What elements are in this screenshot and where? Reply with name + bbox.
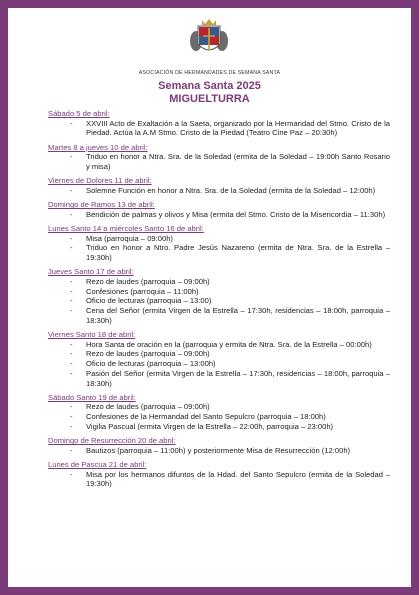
list-item: - Cena del Señor (ermita Virgen de la Estrella – 17:30h, residencias – 18:00h, parroquia – 18:30h) <box>48 306 390 325</box>
schedule-content <box>48 109 390 489</box>
list-item: - Oficio de lecturas (parroquia – 13:00) <box>48 296 390 306</box>
title-line-1: Semana Santa 2025 <box>158 80 261 92</box>
list-item: - Triduo en honor a Ntro. Padre Jesús Nazareno (ermita de Ntra. Sra. de la Estrella – 19:30h) <box>48 243 390 262</box>
section-heading: Martes 8 a jueves 10 de abril: <box>48 142 148 152</box>
list-item: - Bendición de palmas y olivos y Misa (ermita del Stmo. Cristo de la Misericordia – 11:30h) <box>48 210 390 220</box>
section-item-list <box>48 186 390 196</box>
section-heading: Domingo de Resurrección 20 de abril: <box>48 436 176 446</box>
section-heading: Viernes Santo 18 de abril: <box>48 330 136 340</box>
list-item: - Triduo en honor a Ntra. Sra. de la Soledad (ermita de la Soledad – 19:00h Santo Rosario y misa) <box>48 152 390 171</box>
list-item: - Confesiones de la Hermandad del Santo Sepulcro (parroquia – 18:00h) <box>48 412 390 422</box>
list-item: - Confesiones (parroquia – 11:00h) <box>48 287 390 297</box>
section-item-list <box>48 119 390 138</box>
section-heading: Sábado 5 de abril: <box>48 109 110 118</box>
list-item: - Hora Santa de oración en la (parroquia y ermita de Ntra. Sra. de la Estrella – 00:00h) <box>48 340 390 350</box>
section-heading: Lunes Santo 14 a miércoles Santo 16 de abril: <box>48 224 204 234</box>
list-item: - Vigilia Pascual (ermita Virgen de la Estrella – 22:00h, parroquia – 23:00h) <box>48 422 390 432</box>
list-item: - Solemne Función en honor a Ntra. Sra. de la Soledad (ermita de la Soledad – 12:00h) <box>48 186 390 196</box>
section-heading: Domingo de Ramos 13 de abril: <box>48 200 155 210</box>
list-item: - Oficio de lecturas (parroquia – 13:00h) <box>48 359 390 369</box>
list-item: - Rezo de laudes (parroquia – 09:00h) <box>48 349 390 359</box>
page-title <box>8 80 411 106</box>
list-item: - Bautizos (parroquia – 11:00h) y posteriormente Misa de Resurrección (12:00h) <box>48 446 390 456</box>
section-item-list <box>48 402 390 431</box>
section-item-list <box>48 470 390 489</box>
section-item-list <box>48 152 390 171</box>
list-item: - Misa por los hermanos difuntos de la Hdad. del Santo Sepulcro (ermita de la Soledad – 19:30h) <box>48 470 390 489</box>
list-item: - Rezo de laudes (parroquia – 09:00h) <box>48 402 390 412</box>
section-heading: Viernes de Dolores 11 de abril: <box>48 176 152 186</box>
section-item-list <box>48 277 390 326</box>
crest-logo <box>188 14 230 58</box>
section-item-list <box>48 234 390 263</box>
list-item: - Rezo de laudes (parroquia – 09:00h) <box>48 277 390 287</box>
list-item: - Pasión del Señor (ermita Virgen de la Estrella – 17:30h, residencias – 18:00h, parroquia – 18:30h) <box>48 369 390 388</box>
section-item-list <box>48 210 390 220</box>
section-item-list <box>48 446 390 456</box>
section-item-list <box>48 340 390 389</box>
section-heading: Jueves Santo 17 de abril: <box>48 267 134 277</box>
section-heading: Sábado Santo 19 de abril: <box>48 392 136 402</box>
association-name: ASOCIACIÓN DE HERMANDADES DE SEMANA SANTA <box>138 70 281 76</box>
section-heading: Lunes de Pascua 21 de abril: <box>48 460 147 469</box>
list-item: - XXVIII Acto de Exaltación a la Saeta, organizado por la Hermandad del Stmo. Cristo de la Piedad. Actúa la A.M Stmo. Cristo de la Piedad (Teatro Cine Paz – 20:30h) <box>48 119 390 138</box>
title-line-2: MIGUELTURRA <box>169 93 250 105</box>
list-item: - Misa (parroquia – 09:00h) <box>48 234 390 244</box>
